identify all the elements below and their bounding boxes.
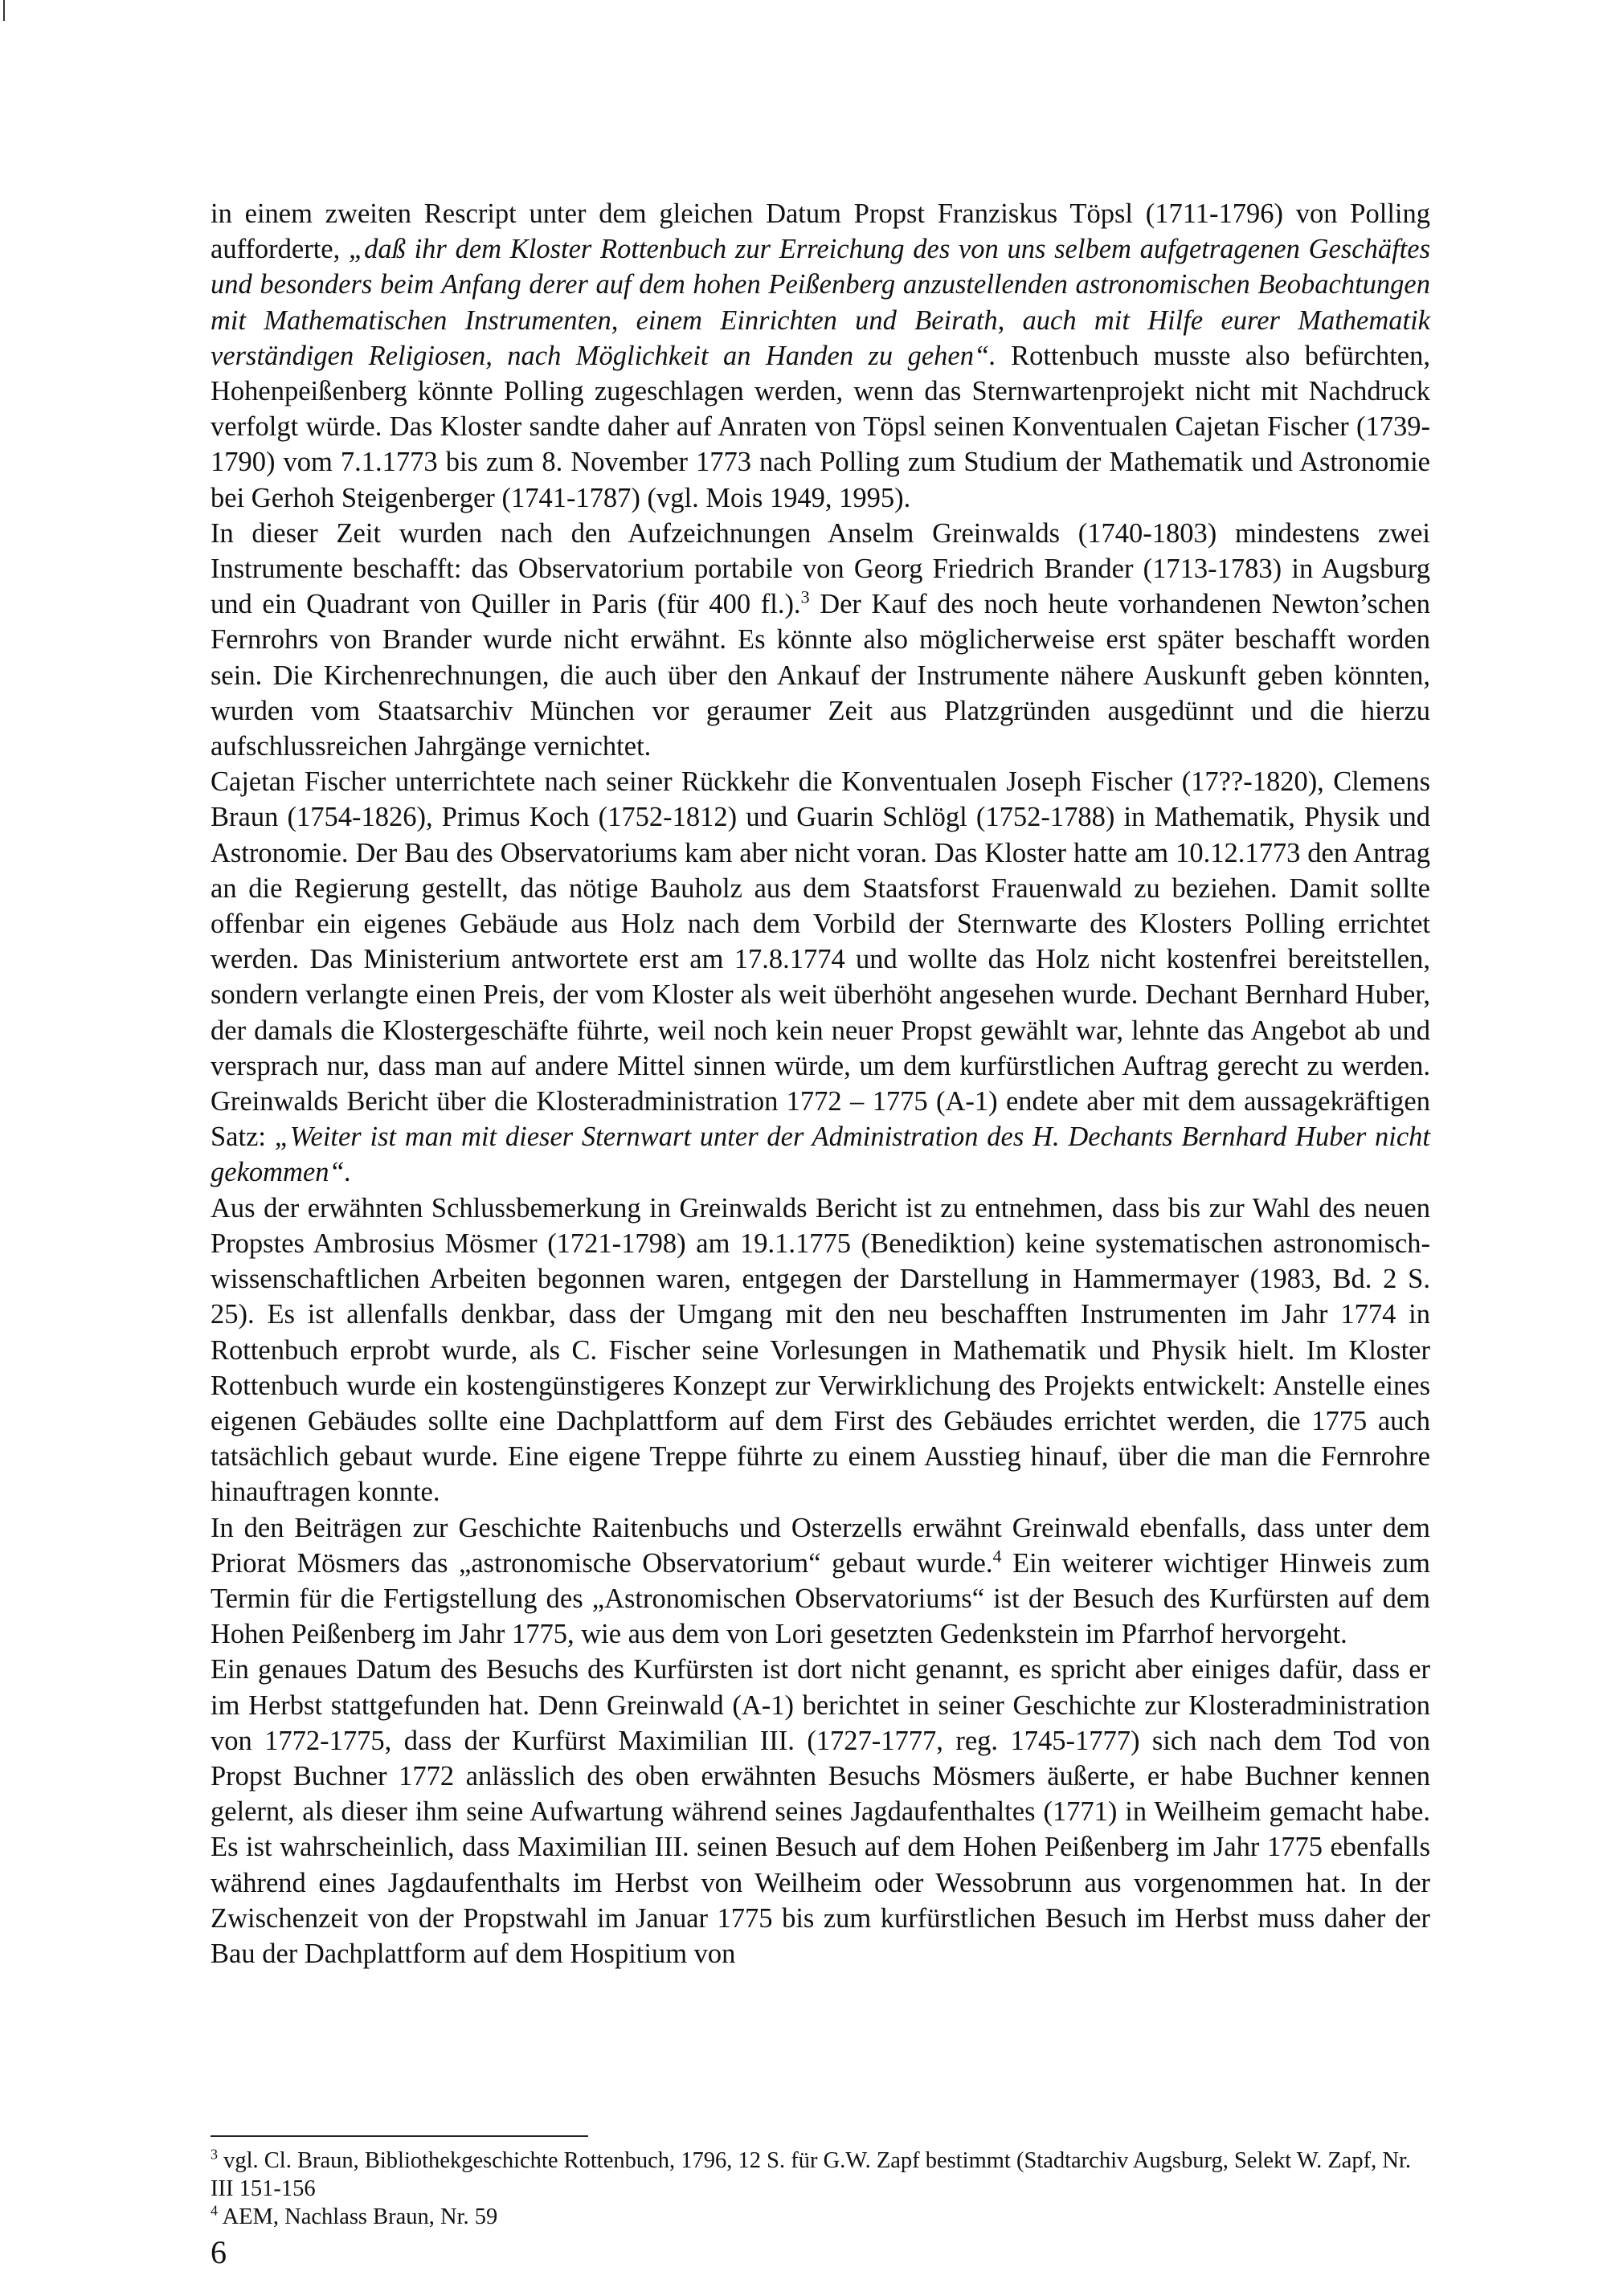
footnote-3 <box>211 2147 1430 2203</box>
paragraph-5 <box>211 1510 1430 1653</box>
paragraph-5-text-2: Ein weiterer wichtiger Hinweis zum Termin für die Fertigstellung des „Astronomischen Observatoriums“ ist der Besuch des Kurfürsten auf dem Hohen Peißenberg im Jahr 1775, wie aus dem von Lori gesetzten Gedenkstein im Pfarrhof hervorgeht. <box>211 1547 1430 1650</box>
footnote-ref-3: 3 <box>800 586 810 607</box>
footnote-4 <box>211 2203 1430 2231</box>
paragraph-4-text: Aus der erwähnten Schlussbemerkung in Greinwalds Bericht ist zu entnehmen, dass bis zur Wahl des neuen Propstes Ambrosius Mösmer (1721-1798) am 19.1.1775 (Benediktion) keine systematischen astronomisch-wissenschaftlichen Arbeiten begonnen waren, entgegen der Darstellung in Hammermayer (1983, Bd. 2 S. 25). Es ist allenfalls denkbar, dass der Umgang mit den neu beschafften Instrumenten im Jahr 1774 in Rottenbuch erprobt wurde, als C. Fischer seine Vorlesungen in Mathematik und Physik hielt. Im Kloster Rottenbuch wurde ein kostengünstigeres Konzept zur Verwirklichung des Projekts entwickelt: Anstelle eines eigenen Gebäudes sollte eine Dachplattform auf dem First des Gebäudes errichtet werden, die 1775 auch tatsächlich gebaut wurde. Eine eigene Treppe führte zu einem Ausstieg hinauf, über die man die Fernrohre hinauftragen konnte. <box>211 1192 1430 1508</box>
paragraph-1 <box>211 196 1430 516</box>
paragraph-3-quote: „Weiter ist man mit dieser Sternwart unter der Administration des H. Dechants Bernhard Huber nicht gekommen“. <box>211 1121 1430 1188</box>
footnotes <box>211 2147 1430 2231</box>
scan-edge-mark <box>3 0 5 21</box>
paragraph-1-text-2: Rottenbuch musste also befürchten, Hohenpeißenberg könnte Polling zugeschlagen werden, wenn das Sternwartenprojekt nicht mit Nachdruck verfolgt würde. Das Kloster sandte daher auf Anraten von Töpsl seinen Konventualen Cajetan Fischer (1739-1790) vom 7.1.1773 bis zum 8. November 1773 nach Polling zum Studium der Mathematik und Astronomie bei Gerhoh Steigenberger (1741-1787) (vgl. Mois 1949, 1995). <box>211 340 1430 513</box>
body-text <box>211 196 1430 1971</box>
paragraph-5-text-1: In den Beiträgen zur Geschichte Raitenbuchs und Osterzells erwähnt Greinwald ebenfalls, dass unter dem Priorat Mösmers das „astronomische Observatorium“ gebaut wurde. <box>211 1512 1430 1579</box>
paragraph-2 <box>211 516 1430 764</box>
paragraph-1-text-1: in einem zweiten Rescript unter dem gleichen Datum Propst Franziskus Töpsl (1711-1796) von Polling aufforderte, <box>211 198 1430 265</box>
paragraph-3-text-1: Cajetan Fischer unterrichtete nach seiner Rückkehr die Konventualen Joseph Fischer (17??-1820), Clemens Braun (1754-1826), Primus Koch (1752-1812) und Guarin Schlögl (1752-1788) in Mathematik, Physik und Astronomie. Der Bau des Observatoriums kam aber nicht voran. Das Kloster hatte am 10.12.1773 den Antrag an die Regierung gestellt, das nötige Bauholz aus dem Staatsforst Frauenwald zu beziehen. Damit sollte offenbar ein eigenes Gebäude aus Holz nach dem Vorbild der Sternwarte des Klosters Polling errichtet werden. Das Ministerium antwortete erst am 17.8.1774 und wollte das Holz nicht kostenfrei bereitstellen, sondern verlangte einen Preis, der vom Kloster als weit überhöht angesehen wurde. Dechant Bernhard Huber, der damals die Klostergeschäfte führte, weil noch kein neuer Propst gewählt war, lehnte das Angebot ab und versprach nur, dass man auf andere Mittel sinnen würde, um dem kurfürstlichen Auftrag gerecht zu werden. Greinwalds Bericht über die Klosteradministration 1772 – 1775 (A-1) endete aber mit dem aussagekräftigen Satz: <box>211 766 1430 1153</box>
paragraph-4 <box>211 1191 1430 1510</box>
footnote-ref-4: 4 <box>992 1546 1002 1567</box>
paragraph-6-text: Ein genaues Datum des Besuchs des Kurfürsten ist dort nicht genannt, es spricht aber einiges dafür, dass er im Herbst stattgefunden hat. Denn Greinwald (A-1) berichtet in seiner Geschichte zur Klosteradministration von 1772-1775, dass der Kurfürst Maximilian III. (1727-1777, reg. 1745-1777) sich nach dem Tod von Propst Buchner 1772 anlässlich des oben erwähnten Besuchs Mösmers äußerte, er habe Buchner kennen gelernt, als dieser ihm seine Aufwartung während seines Jagdaufenthaltes (1771) in Weilheim gemacht habe. Es ist wahrscheinlich, dass Maximilian III. seinen Besuch auf dem Hohen Peißenberg im Jahr 1775 ebenfalls während eines Jagdaufenthalts im Herbst von Weilheim oder Wessobrunn aus vorgenommen hat. In der Zwischenzeit von der Propstwahl im Januar 1775 bis zum kurfürstlichen Besuch im Herbst muss daher der Bau der Dachplattform auf dem Hospitium von <box>211 1654 1430 1969</box>
footnote-3-text: vgl. Cl. Braun, Bibliothekgeschichte Rottenbuch, 1796, 12 S. für G.W. Zapf bestimmt (Stadtarchiv Augsburg, Selekt W. Zapf, Nr. III 151-156 <box>211 2148 1411 2201</box>
footnote-3-marker: 3 <box>211 2146 218 2163</box>
paragraph-6 <box>211 1652 1430 1971</box>
footnote-4-text: AEM, Nachlass Braun, Nr. 59 <box>222 2204 498 2229</box>
paragraph-3 <box>211 764 1430 1190</box>
paragraph-2-text-1: In dieser Zeit wurden nach den Aufzeichnungen Anselm Greinwalds (1740-1803) mindestens zwei Instrumente beschafft: das Observatorium portabile von Georg Friedrich Brander (1713-1783) in Augsburg und ein Quadrant von Quiller in Paris (für 400 fl.). <box>211 517 1430 620</box>
footnote-4-marker: 4 <box>211 2202 218 2219</box>
paragraph-1-quote: „daß ihr dem Kloster Rottenbuch zur Erreichung des von uns selbem aufgetragenen Geschäftes und besonders beim Anfang derer auf dem hohen Peißenberg anzustellenden astronomischen Beobachtungen mit Mathematischen Instrumenten, einem Einrichten und Beirath, auch mit Hilfe eurer Mathematik verständigen Religiosen, nach Möglichkeit an Handen zu gehen“. <box>211 234 1431 371</box>
paragraph-2-text-2: Der Kauf des noch heute vorhandenen Newton’schen Fernrohrs von Brander wurde nicht erwähnt. Es könnte also möglicherweise erst später beschafft worden sein. Die Kirchenrechnungen, die auch über den Ankauf der Instrumente nähere Auskunft geben könnten, wurden vom Staatsarchiv München vor geraumer Zeit aus Platzgründen ausgedünnt und die hierzu aufschlussreichen Jahrgänge vernichtet. <box>211 589 1430 762</box>
footnote-separator <box>211 2135 588 2137</box>
page-number: 6 <box>211 2234 227 2270</box>
